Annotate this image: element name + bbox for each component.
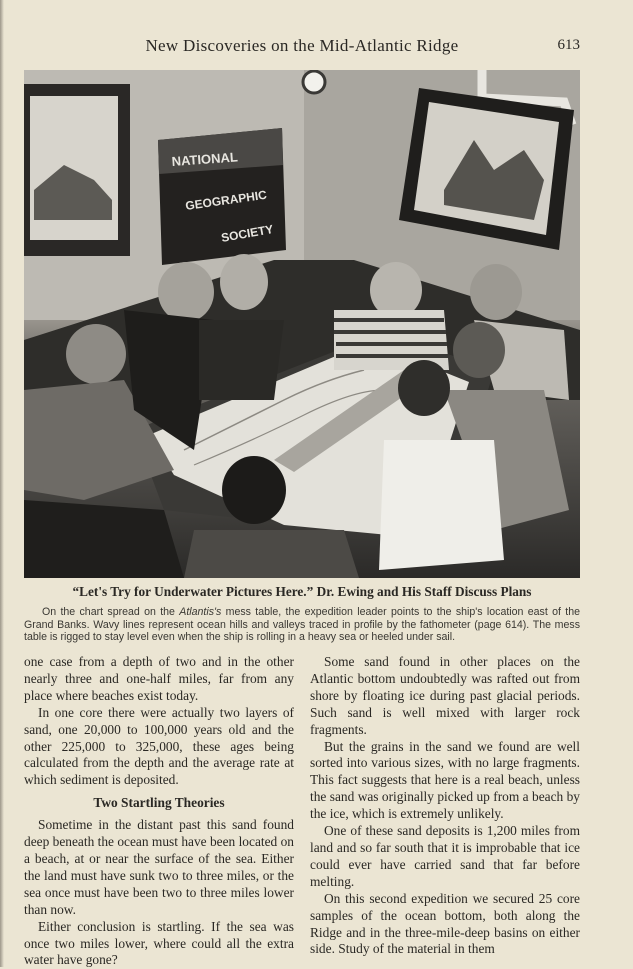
article-paragraph: On this second expedition we secured 25 core samples of the ocean bottom, both along the Ridge and in the three-mile-deep basins on either side. Study of the material in them — [310, 890, 580, 957]
caption-body — [24, 606, 580, 644]
article-column-left — [24, 654, 294, 969]
caption-title: “Let's Try for Underwater Pictures Here.” Dr. Ewing and His Staff Discuss Plans — [72, 584, 532, 599]
floor-shadow — [24, 500, 184, 578]
wall-light — [303, 71, 325, 93]
caption-text: On the chart spread on the — [42, 606, 180, 618]
caption-text: mess table, the expedition leader points to the ship's location east of the Grand Banks. Wavy lines represent ocean hills and valleys traced in profile by the fathometer (page 614). The mess table is rigged to stay level even when the ship is rolling in a heavy sea or heeled under sail. — [24, 606, 580, 643]
caption-ship-name: Atlantis's — [179, 606, 222, 618]
article-paragraph: Either conclusion is startling. If the sea was once two miles lower, where could all the extra water have gone? — [24, 918, 294, 968]
banner-line-1: NATIONAL — [171, 149, 239, 169]
article-column-right — [310, 654, 580, 958]
article-paragraph: one case from a depth of two and in the other nearly three and one-half miles, far from any place where beaches exist today. — [24, 654, 294, 703]
page-number: 613 — [557, 37, 580, 53]
article-paragraph: One of these sand deposits is 1,200 miles from land and so far south that it is improbable that ice could ever have carried sand that far before melting. — [310, 823, 580, 889]
page-binding-edge — [0, 0, 4, 967]
running-head — [24, 36, 580, 60]
article-paragraph: But the grains in the sand we found are well sorted into various sizes, with no large fragments. This fact suggests that here is a real beach, unless the sand was originally picked up from a beach by the ice, which is extremely unlikely. — [310, 738, 580, 822]
article-paragraph: In one core there were actually two layers of sand, one 20,000 to 100,000 years old and the other 225,000 to 325,000, these ages being calculated from the depth and the average rate at which sediment is deposited. — [24, 704, 294, 788]
photo-caption — [24, 584, 580, 644]
banner-line-2: GEOGRAPHIC — [184, 187, 268, 213]
section-subhead: Two Startling Theories — [93, 795, 225, 811]
photograph — [24, 70, 580, 578]
national-geographic-banner — [158, 128, 286, 265]
article-paragraph: Sometime in the distant past this sand found deep beneath the ocean must have been located on a beach, at or near the surface of the sea. Either the land must have sunk two to three miles, or the sea once must have been two to three miles lower than now. — [24, 817, 294, 917]
article-paragraph: Some sand found in other places on the Atlantic bottom undoubtedly was rafted out from shore by floating ice during past glacial periods. Such sand is well mixed with larger rock fragments. — [310, 654, 580, 737]
banner-line-3: SOCIETY — [220, 222, 275, 245]
running-title: New Discoveries on the Mid-Atlantic Ridge — [145, 36, 459, 55]
